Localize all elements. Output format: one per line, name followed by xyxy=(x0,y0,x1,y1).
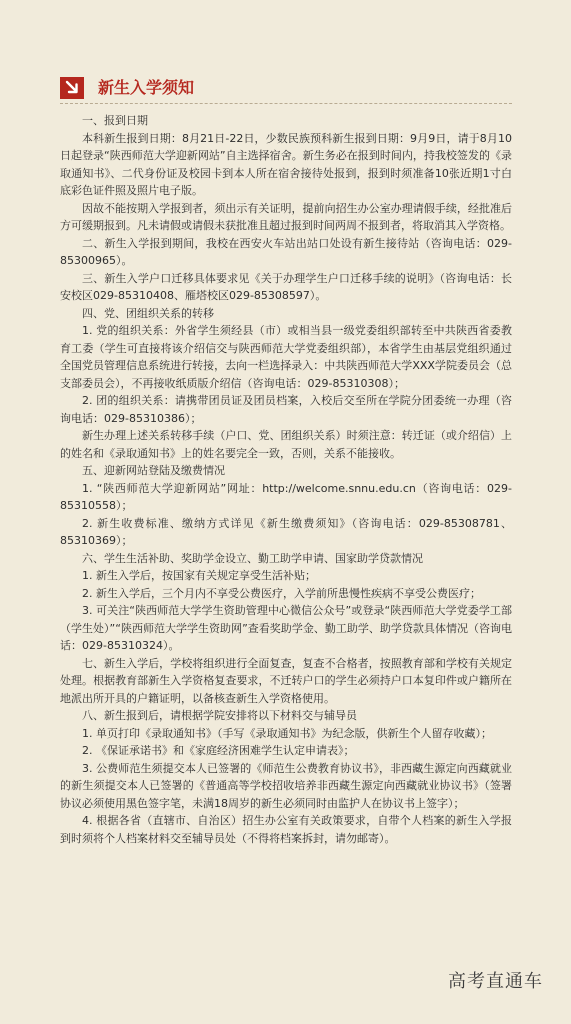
arrow-down-right-icon xyxy=(60,77,84,99)
paragraph: 本科新生报到日期：8月21日-22日，少数民族预科新生报到日期：9月9日，请于8月10日起登录“陕西师范大学迎新网站”自主选择宿舍。新生务必在报到时间内，持我校签发的《录取通知书》、二代身份证及校园卡到本人所在宿舍接待处报到，报到时须准备10张近期1寸白底彩色证件照及照片电子版。 xyxy=(60,131,512,197)
paragraph: 2. 新生收费标准、缴纳方式详见《新生缴费须知》（咨询电话：029-85308781、85310369）； xyxy=(60,516,512,547)
paragraph: 三、新生入学户口迁移具体要求见《关于办理学生户口迁移手续的说明》（咨询电话：长安校区029-85310408、雁塔校区029-85308597）。 xyxy=(60,271,512,302)
paragraph: 一、报到日期 xyxy=(82,114,148,127)
paragraph: 1. 单页打印《录取通知书》（手写《录取通知书》为纪念版，供新生个人留存收藏）； xyxy=(82,726,492,740)
notice-body xyxy=(60,112,512,847)
paragraph: 2. 新生入学后，三个月内不享受公费医疗，入学前所患慢性疾病不享受公费医疗； xyxy=(82,586,481,600)
paragraph: 六、学生生活补助、奖助学金设立、勤工助学申请、国家助学贷款情况 xyxy=(82,551,423,565)
paragraph: 七、新生入学后，学校将组织进行全面复查，复查不合格者，按照教育部和学校有关规定处理。根据教育部新生入学资格复查要求，不迁转户口的学生必须持户口本复印件或户籍所在地派出所开具的户籍证明，以备核查新生入学资格使用。 xyxy=(60,656,512,705)
paragraph: 3. 公费师范生须提交本人已签署的《师范生公费教育协议书》，非西藏生源定向西藏就业的新生须提交本人已签署的《普通高等学校招收培养非西藏生源定向西藏就业协议书》（签署协议必须使用黑色签字笔，未满18周岁的新生必须同时由监护人在协议书上签字）； xyxy=(60,761,512,810)
paragraph: 2. 《保证承诺书》和《家庭经济困难学生认定申请表》； xyxy=(82,744,355,757)
page-title: 新生入学须知 xyxy=(98,78,195,97)
paragraph: 五、迎新网站登陆及缴费情况 xyxy=(82,464,225,477)
paragraph: 2. 团的组织关系：请携带团员证及团员档案，入校后交至所在学院分团委统一办理（咨询电话：029-85310386）； xyxy=(60,394,512,425)
paragraph: 因故不能按期入学报到者，须出示有关证明，提前向招生办公室办理请假手续，经批准后方可缓期报到。凡未请假或请假未获批准且超过报到时间两周不报到者，将取消其入学资格。 xyxy=(60,201,512,232)
paragraph: 3. 可关注“陕西师范大学学生资助管理中心微信公众号”或登录“陕西师范大学党委学工部（学生处）”“陕西师范大学学生资助网”查看奖助学金、勤工助学、助学贷款具体情况（咨询电话：029-85310324）。 xyxy=(60,604,512,652)
paragraph: 1. “陕西师范大学迎新网站”网址：http://welcome.snnu.edu.cn（咨询电话：029-85310558）； xyxy=(60,481,512,512)
paragraph: 4. 根据各省（直辖市、自治区）招生办公室有关政策要求，自带个人档案的新生入学报到时须将个人档案材料交至辅导员处（不得将档案拆封，请勿邮寄）。 xyxy=(60,814,512,845)
title-divider xyxy=(60,103,512,104)
section-header xyxy=(60,77,510,101)
paragraph: 四、党、团组织关系的转移 xyxy=(82,306,214,320)
paragraph: 新生办理上述关系转移手续（户口、党、团组织关系）时须注意：转迁证（或介绍信）上的姓名和《录取通知书》上的姓名要完全一致，否则，关系不能接收。 xyxy=(60,429,512,460)
paragraph: 1. 党的组织关系：外省学生须经县（市）或相当县一级党委组织部转至中共陕西省委教育工委（学生可直接将该介绍信交与陕西师范大学党委组织部），本省学生由基层党组织通过全国党员管理信息系统进行转接，去向一栏选择录入：中共陕西师范大学XXX学院委员会（总支部委员会），不再接收纸质版介绍信（咨询电话：029-85310308）； xyxy=(60,324,512,390)
watermark-text: 高考直通车 xyxy=(448,971,543,992)
paragraph: 1. 新生入学后，按国家有关规定享受生活补贴； xyxy=(82,569,316,582)
paragraph: 八、新生报到后，请根据学院安排将以下材料交与辅导员 xyxy=(82,709,357,722)
paragraph: 二、新生入学报到期间，我校在西安火车站出站口处设有新生接待站（咨询电话：029-85300965）。 xyxy=(60,236,512,267)
